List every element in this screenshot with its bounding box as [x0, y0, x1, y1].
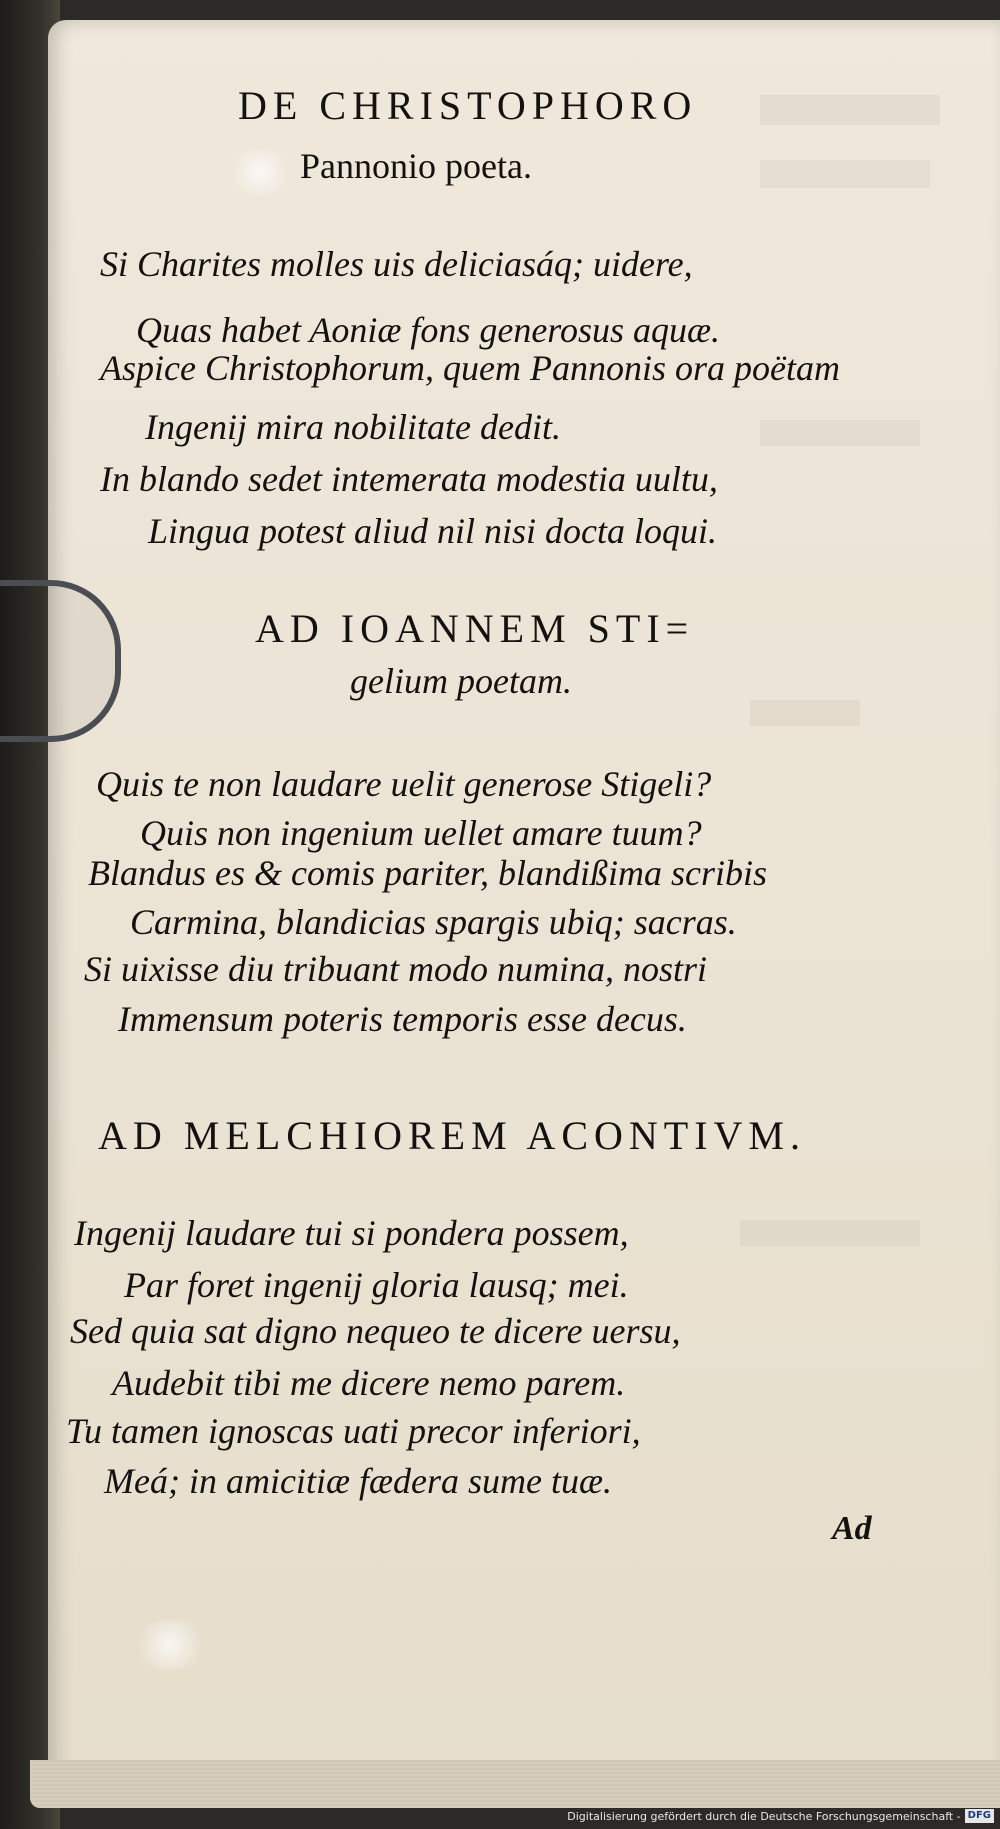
poem3-line: Meá; in amicitiæ fædera sume tuæ.	[104, 1461, 612, 1501]
poem1-line: Lingua potest aliud nil nisi docta loqui.	[148, 511, 718, 551]
poem2-line: Quis non ingenium uellet amare tuum?	[140, 813, 702, 853]
poem2-subheading: gelium poetam.	[350, 661, 572, 701]
catchword: Ad	[832, 1510, 872, 1547]
poem1-line: In blando sedet intemerata modestia uultu,	[100, 459, 718, 499]
poem3-heading: AD MELCHIOREM ACONTIVM.	[98, 1113, 806, 1158]
poem3-line: Audebit tibi me dicere nemo parem.	[112, 1363, 626, 1403]
poem2-line: Si uixisse diu tribuant modo numina, nostri	[84, 949, 708, 989]
page-clip	[0, 580, 121, 742]
paper-stain	[130, 1620, 210, 1670]
paper-stain	[225, 150, 295, 195]
page-stack-edge	[30, 1760, 1000, 1808]
poem1-subheading: Pannonio poeta.	[300, 146, 532, 186]
show-through-mark	[760, 95, 940, 125]
poem3-line: Ingenij laudare tui si pondera possem,	[74, 1213, 629, 1253]
poem2-line: Immensum poteris temporis esse decus.	[118, 999, 687, 1039]
poem1-line: Ingenij mira nobilitate dedit.	[145, 407, 561, 447]
poem2-heading: AD IOANNEM STI=	[255, 606, 695, 651]
poem2-line: Carmina, blandicias spargis ubiq; sacras.	[130, 902, 737, 942]
show-through-mark	[750, 700, 860, 726]
show-through-mark	[740, 1220, 920, 1246]
poem1-line: Quas habet Aoniæ fons generosus aquæ.	[136, 310, 721, 350]
poem3-line: Tu tamen ignoscas uati precor inferiori,	[66, 1411, 641, 1451]
show-through-mark	[760, 420, 920, 446]
show-through-mark	[760, 160, 930, 188]
poem2-line: Quis te non laudare uelit generose Stigeli?	[96, 764, 712, 804]
poem1-line: Si Charites molles uis deliciasáq; uidere,	[100, 244, 693, 284]
poem3-line: Par foret ingenij gloria lausq; mei.	[124, 1265, 629, 1305]
dfg-logo: DFG	[965, 1809, 994, 1823]
poem2-line: Blandus es & comis pariter, blandißima scribis	[88, 853, 768, 893]
poem3-line: Sed quia sat digno nequeo te dicere uersu,	[70, 1311, 681, 1351]
poem1-line: Aspice Christophorum, quem Pannonis ora poëtam	[100, 348, 840, 388]
poem1-heading: DE CHRISTOPHORO	[238, 83, 698, 128]
digitization-footer	[567, 1807, 994, 1825]
footer-credit: Digitalisierung gefördert durch die Deutsche Forschungsgemeinschaft -	[567, 1809, 961, 1823]
